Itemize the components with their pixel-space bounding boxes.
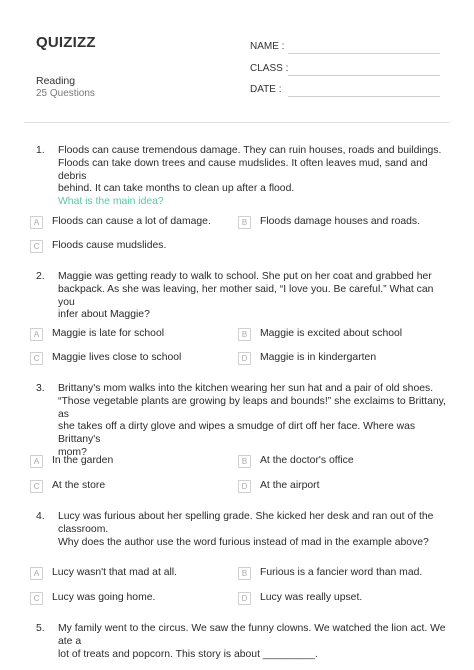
question-line: mom? <box>58 446 87 458</box>
name-label: NAME : <box>250 41 285 52</box>
question-line: Maggie was getting ready to walk to school. She put on her coat and grabbed her <box>58 271 432 282</box>
question-line: Floods can cause tremendous damage. They can ruin houses, roads and buildings. <box>58 145 442 156</box>
worksheet-header <box>0 0 474 112</box>
question-number: 4. <box>36 511 45 522</box>
question-number: 3. <box>36 383 45 394</box>
date-field[interactable] <box>250 81 440 97</box>
option-letter-box: B <box>238 328 251 341</box>
option-text: Maggie is late for school <box>52 328 165 339</box>
option-text: Floods can cause a lot of damage. <box>52 216 211 227</box>
option-letter-box: C <box>30 352 43 365</box>
question-line: Brittany's mom walks into the kitchen wearing her sun hat and a pair of old shoes. <box>58 383 434 394</box>
question-text <box>58 271 450 322</box>
option-letter-box: C <box>30 480 43 493</box>
question-line: behind. It can take months to clean up after a flood. <box>58 183 295 195</box>
option-letter-box: A <box>30 216 43 229</box>
option-text: Maggie is in kindergarten <box>260 352 377 363</box>
question-line: lot of treats and popcorn. This story is about _________. <box>58 648 318 660</box>
question-text <box>58 511 450 549</box>
option-text: Maggie lives close to school <box>52 352 182 363</box>
question-count: 25 Questions <box>36 88 95 99</box>
worksheet-subject: Reading <box>36 75 76 87</box>
quizizz-logo: QUIZIZZ <box>36 34 96 51</box>
question-text <box>58 145 450 209</box>
option-letter-box: A <box>30 567 43 580</box>
option-text: In the garden <box>52 455 114 466</box>
option-letter-box: D <box>238 352 251 365</box>
option-text: Lucy wasn't that mad at all. <box>52 567 178 578</box>
option-text: At the airport <box>260 480 320 491</box>
option-letter-box: C <box>30 592 43 605</box>
option-text: At the store <box>52 480 106 491</box>
question-line: Why does the author use the word furious instead of mad in the example above? <box>58 536 429 548</box>
option-text: Maggie is excited about school <box>260 328 403 339</box>
option-letter-box: B <box>238 567 251 580</box>
question-line: “Those vegetable plants are growing by leaps and bounds!” she exclaims to Brittany, as <box>58 395 446 420</box>
option-letter-box: D <box>238 592 251 605</box>
option-text: Lucy was really upset. <box>260 592 363 603</box>
option-letter-box: C <box>30 240 43 253</box>
question-number: 2. <box>36 271 45 282</box>
question-line: Lucy was furious about her spelling grade. She kicked her desk and ran out of the <box>58 511 434 522</box>
question-text <box>58 383 450 460</box>
class-field[interactable] <box>250 60 440 76</box>
option-letter-box: A <box>30 328 43 341</box>
question-prompt: What is the main idea? <box>58 196 164 208</box>
name-field[interactable] <box>250 38 440 54</box>
option-letter-box: B <box>238 216 251 229</box>
header-divider <box>24 122 450 123</box>
question-line: she takes off a dirty glove and wipes a smudge of dirt off her face. Where was Brittany's <box>58 421 416 446</box>
date-line <box>288 96 440 97</box>
question-line: My family went to the circus. We saw the funny clowns. We watched the lion act. We ate a <box>58 623 446 647</box>
option-text: Floods damage houses and roads. <box>260 216 421 227</box>
question-number: 5. <box>36 623 45 634</box>
question-line: backpack. As she was leaving, her mother said, “I love you. Be careful.” What can you <box>58 283 434 308</box>
option-letter-box: D <box>238 480 251 493</box>
question-line: infer about Maggie? <box>58 309 150 321</box>
question-line: Floods can take down trees and cause mudslides. It often leaves mud, sand and debris <box>58 157 428 182</box>
question-text <box>58 623 450 661</box>
question-line: classroom. <box>58 523 109 535</box>
option-text: At the doctor's office <box>260 455 354 466</box>
option-text: Lucy was going home. <box>52 592 156 603</box>
option-text: Furious is a fancier word than mad. <box>260 567 423 578</box>
option-text: Floods cause mudslides. <box>52 240 167 251</box>
date-label: DATE : <box>250 84 282 95</box>
name-line <box>288 53 440 54</box>
class-label: CLASS : <box>250 63 289 74</box>
question-number: 1. <box>36 145 45 156</box>
class-line <box>288 75 440 76</box>
option-letter-box: A <box>30 455 43 468</box>
option-letter-box: B <box>238 455 251 468</box>
